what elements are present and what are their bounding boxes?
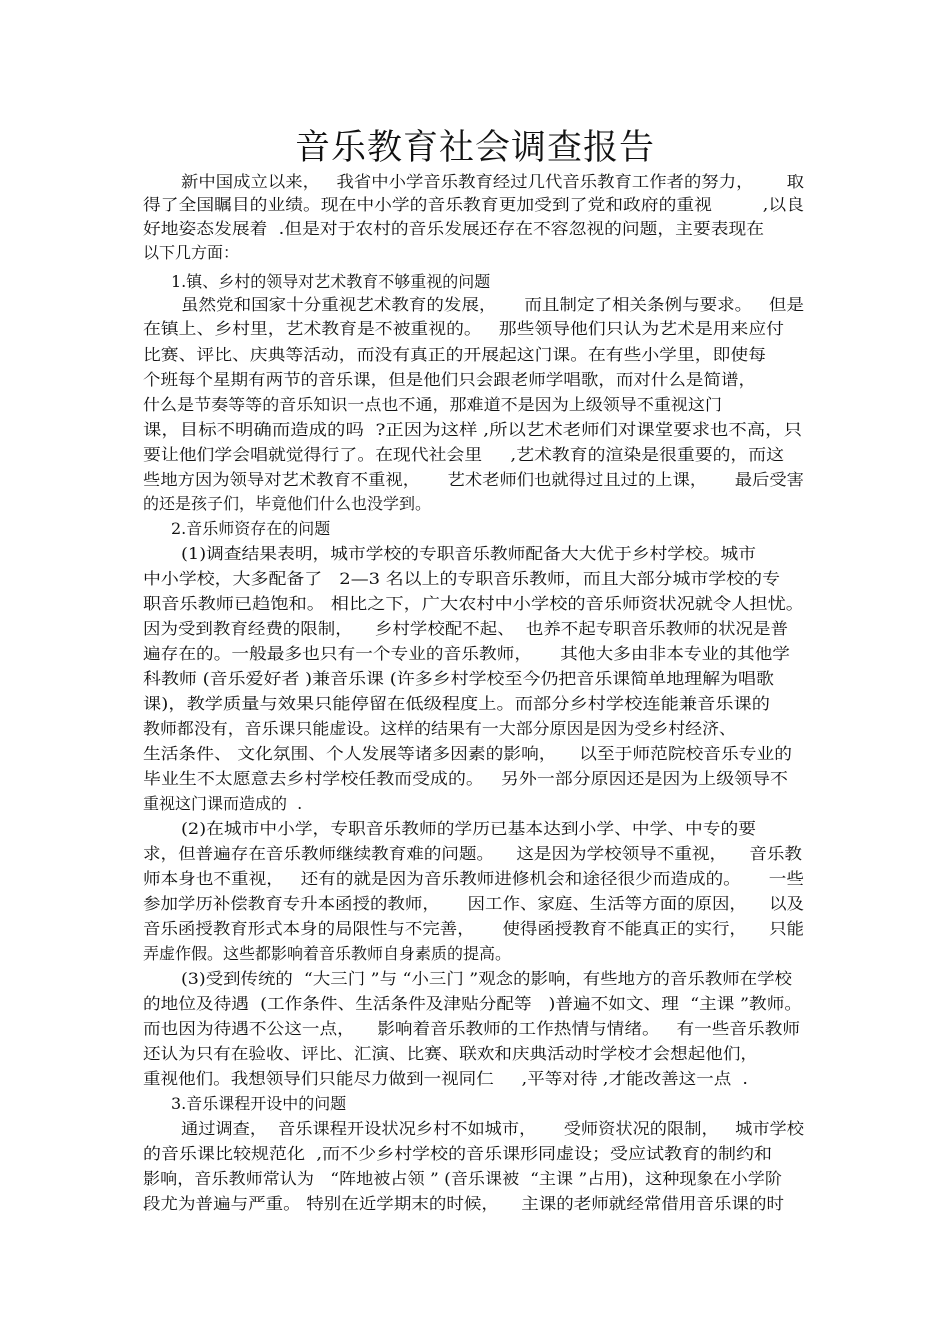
text-line: (2)在城市中小学，专职音乐教师的学历已基本达到小学、中学、中专的要	[181, 819, 756, 838]
text-line: 通过调查， 音乐课程开设状况乡村不如城市， 受师资状况的限制， 城市学校	[181, 1119, 804, 1138]
text-line: 科教师 (音乐爱好者 )兼音乐课 (许多乡村学校至今仍把音乐课简单地理解为唱歌	[143, 669, 774, 688]
text-line: 以下几方面：	[143, 243, 240, 262]
text-line: 弄虚作假。这些都影响着音乐教师自身素质的提高。	[143, 944, 512, 963]
text-line: 师本身也不重视， 还有的就是因为音乐教师进修机会和途径很少而造成的。 一些	[143, 869, 804, 888]
text-line: 1.镇、乡村的领导对艺术教育不够重视的问题	[171, 272, 491, 291]
text-line: 的音乐课比较规范化 ,而不少乡村学校的音乐课形同虚设；受应试教育的制约和	[143, 1144, 772, 1163]
text-line: 的还是孩子们，毕竟他们什么也没学到。	[143, 494, 432, 513]
text-line: (1)调查结果表明，城市学校的专职音乐教师配备大大优于乡村学校。城市	[181, 544, 756, 563]
text-line: 课，目标不明确而造成的吗 ?正因为这样 ,所以艺术老师们对课堂要求也不高，只	[143, 420, 802, 439]
text-line: 还认为只有在验收、评比、汇演、比赛、联欢和庆典活动时学校才会想起他们，	[143, 1044, 758, 1063]
text-line: 教师都没有，音乐课只能虚设。这样的结果有一大部分原因是因为受乡村经济、	[143, 719, 736, 738]
text-line: 影响，音乐教师常认为 “阵地被占领 ” (音乐课被 “主课 ”占用)，这种现象在小学阶	[143, 1169, 782, 1188]
text-line: 3.音乐课程开设中的问题	[171, 1094, 347, 1113]
text-line: 职音乐教师已趋饱和。 相比之下，广大农村中小学校的音乐师资状况就令人担忧。	[143, 594, 804, 613]
text-line: 虽然党和国家十分重视艺术教育的发展， 而且制定了相关条例与要求。 但是	[181, 295, 805, 314]
text-line: 要让他们学会唱就觉得行了。在现代社会里 ,艺术教育的渲染是很重要的，而这	[143, 445, 784, 464]
text-line: 新中国成立以来， 我省中小学音乐教育经过几代音乐教育工作者的努力， 取	[181, 172, 804, 191]
text-line: 重视这门课而造成的 .	[143, 794, 303, 813]
text-line: 中小学校，大多配备了 2—3 名以上的专职音乐教师，而且大部分城市学校的专	[143, 569, 780, 588]
text-line: 求，但普遍存在音乐教师继续教育难的问题。 这是因为学校领导不重视， 音乐教	[143, 844, 802, 863]
text-line: 课)，教学质量与效果只能停留在低级程度上。而部分乡村学校连能兼音乐课的	[143, 694, 770, 713]
text-line: 得了全国瞩目的业绩。现在中小学的音乐教育更加受到了党和政府的重视 ,以良	[143, 195, 804, 214]
text-line: 音乐函授教育形式本身的局限性与不完善， 使得函授教育不能真正的实行， 只能	[143, 919, 804, 938]
text-line: 重视他们。我想领导们只能尽力做到一视同仁 ,平等对待 ,才能改善这一点 .	[143, 1069, 748, 1088]
text-line: 在镇上、乡村里，艺术教育是不被重视的。 那些领导他们只认为艺术是用来应付	[143, 319, 784, 338]
text-line: 毕业生不太愿意去乡村学校任教而受成的。 另外一部分原因还是因为上级领导不	[143, 769, 788, 788]
text-line: 因为受到教育经费的限制， 乡村学校配不起、 也养不起专职音乐教师的状况是普	[143, 619, 788, 638]
text-line: 参加学历补偿教育专升本函授的教师， 因工作、家庭、生活等方面的原因， 以及	[143, 894, 804, 913]
text-line: 好地姿态发展着 .但是对于农村的音乐发展还存在不容忽视的问题，主要表现在	[143, 219, 764, 238]
text-line: 什么是节奏等等的音乐知识一点也不通，那难道不是因为上级领导不重视这门	[143, 395, 722, 414]
text-line: 而也因为待遇不公这一点， 影响着音乐教师的工作热情与情绪。 有一些音乐教师	[143, 1019, 800, 1038]
text-line: 的地位及待遇 (工作条件、生活条件及津贴分配等 )普遍不如文、理 “主课 ”教师。	[143, 994, 802, 1013]
text-line: 2.音乐师资存在的问题	[171, 519, 331, 538]
text-line: 遍存在的。一般最多也只有一个专业的音乐教师， 其他大多由非本专业的其他学	[143, 644, 790, 663]
text-line: 段尤为普遍与严重。 特别在近学期末的时候， 主课的老师就经常借用音乐课的时	[143, 1194, 784, 1213]
text-line: (3)受到传统的 “大三门 ”与 “小三门 ”观念的影响，有些地方的音乐教师在学校	[181, 969, 792, 988]
text-line: 生活条件、 文化氛围、个人发展等诸多因素的影响， 以至于师范院校音乐专业的	[143, 744, 792, 763]
text-line: 比赛、评比、庆典等活动，而没有真正的开展起这门课。在有些小学里，即使每	[143, 345, 766, 364]
document-title: 音乐教育社会调查报告	[294, 128, 655, 168]
text-line: 些地方因为领导对艺术教育不重视， 艺术老师们也就得过且过的上课， 最后受害	[143, 470, 804, 489]
text-line: 个班每个星期有两节的音乐课，但是他们只会跟老师学唱歌，而对什么是简谱，	[143, 370, 756, 389]
